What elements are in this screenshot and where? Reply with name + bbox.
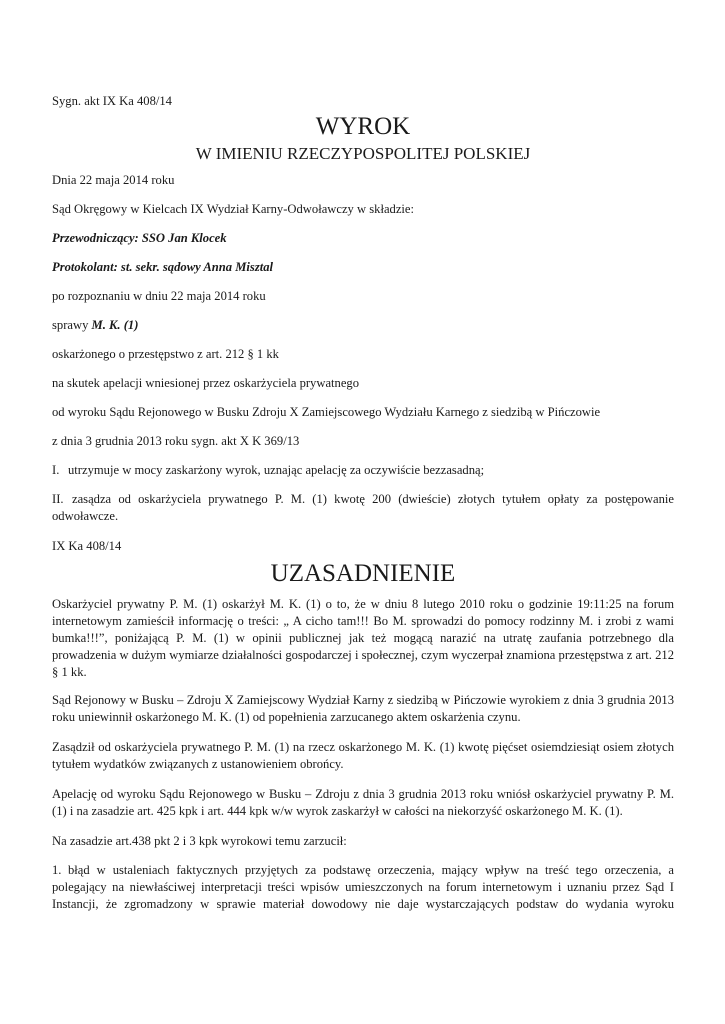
verdict-point-2-number: II. xyxy=(52,492,64,506)
judgment-subtitle: W IMIENIU RZECZYPOSPOLITEJ POLSKIEJ xyxy=(195,144,531,163)
presiding-judge: Przewodniczący: SSO Jan Klocek xyxy=(52,231,227,245)
court-composition: Sąd Okręgowy w Kielcach IX Wydział Karny-Odwoławczy w składzie: xyxy=(52,202,415,216)
case-signature-top: Sygn. akt IX Ka 408/14 xyxy=(52,94,172,108)
justification-title: UZASADNIENIE xyxy=(270,560,456,587)
appeal-basis: na skutek apelacji wniesionej przez oskarżyciela prywatnego xyxy=(52,376,360,390)
appeal-point-1-number: 1. xyxy=(52,863,62,877)
verdict-point-1 xyxy=(52,462,674,479)
appealed-judgment: od wyroku Sądu Rejonowego w Busku Zdroju X Zamiejscowego Wydziału Karnego z siedzibą w Pińczowie xyxy=(52,405,601,419)
justification-paragraph-5: Na zasadzie art.438 pkt 2 i 3 kpk wyrokowi temu zarzucił: xyxy=(52,834,347,848)
appeal-point-1 xyxy=(52,862,674,913)
verdict-point-2 xyxy=(52,491,674,525)
verdict-point-1-number: I. xyxy=(52,463,60,477)
court-clerk: Protokolant: st. sekr. sądowy Anna Misztal xyxy=(52,260,274,274)
judgment-title: WYROK xyxy=(315,113,411,140)
case-prefix: sprawy xyxy=(52,318,92,332)
justification-paragraph-4: Apelację od wyroku Sądu Rejonowego w Busku – Zdroju z dnia 3 grudnia 2013 roku wniósł oskarżyciel prywatny P. M. (1) i na zasadzie art. 425 kpk i art. 444 kpk w/w wyrok zaskarżył w całości na niekorzyść oskarżonego M. K. (1). xyxy=(52,787,674,818)
judgment-date: Dnia 22 maja 2014 roku xyxy=(52,173,175,187)
justification-paragraph-2: Sąd Rejonowy w Busku – Zdroju X Zamiejscowy Wydział Karny z siedzibą w Pińczowie wyrokiem z dnia 3 grudnia 2013 roku uniewinnił oskarżonego M. K. (1) od popełnienia zarzucanego aktem oskarżenia czynu. xyxy=(52,693,674,724)
defendant-name: M. K. (1) xyxy=(91,318,139,332)
appealed-judgment-date: z dnia 3 grudnia 2013 roku sygn. akt X K 369/13 xyxy=(52,434,300,448)
case-line xyxy=(52,317,674,334)
justification-paragraph-1: Oskarżyciel prywatny P. M. (1) oskarżył M. K. (1) o to, że w dniu 8 lutego 2010 roku o godzinie 19:11:25 na forum internetowym zamieścił informację o treści: „ A cicho tam!!! Bo M. sprowadzi do pomocy rodzinny M. i zrobi z wami bumka!!!”, poniżającą P. M. (1) w opinii publicznej jak też mogącą narazić na utratę zaufania potrzebnego dla prowadzenia w dużym wymiarze działalności gospodarczej i społecznej, czym wyczerpał znamiona przestępstwa z art. 212 § 1 kk. xyxy=(52,597,674,679)
hearing-date: po rozpoznaniu w dniu 22 maja 2014 roku xyxy=(52,289,266,303)
appeal-point-1-text: błąd w ustaleniach faktycznych przyjętych za podstawę orzeczenia, mający wpływ na treść tego orzeczenia, a polegający na niewłaściwej interpretacji treści wpisów umieszczonych na forum internetowym i uznaniu przez Sąd I Instancji, że zgromadzony w sprawie materiał dowodowy nie daje wystarczających podstaw do wydania wyroku xyxy=(52,863,674,911)
justification-paragraph-3: Zasądził od oskarżyciela prywatnego P. M. (1) na rzecz oskarżonego M. K. (1) kwotę pięćset osiemdziesiąt osiem złotych tytułem wydatków związanych z ustanowieniem obrońcy. xyxy=(52,740,674,771)
justification-signature: IX Ka 408/14 xyxy=(52,539,122,553)
verdict-point-2-text: zasądza od oskarżyciela prywatnego P. M. (1) kwotę 200 (dwieście) złotych tytułem opłaty za postępowanie odwoławcze. xyxy=(52,492,674,523)
verdict-point-1-text: utrzymuje w mocy zaskarżony wyrok, uznając apelację za oczywiście bezzasadną; xyxy=(68,463,485,477)
charge: oskarżonego o przestępstwo z art. 212 § 1 kk xyxy=(52,347,279,361)
